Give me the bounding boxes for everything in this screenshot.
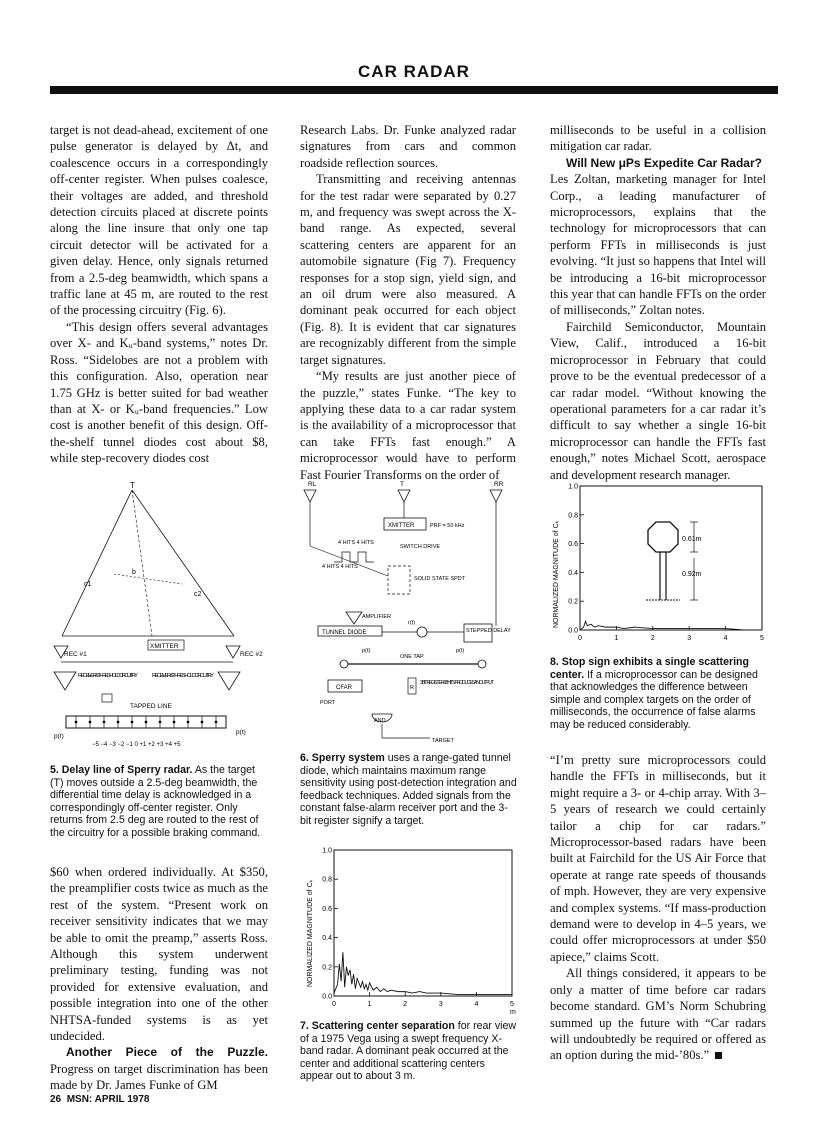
tap-point: [159, 721, 162, 724]
paragraph: target is not dead-ahead, excitement of one pulse generator is delayed by Δt, and coalescence occurs in a correspondingly off-center register. When pulses coalesce, their voltages are added, and threshold detection circuits placed at discrete points along the line insure that only one tap circuit detector will be activated for a given delay. Hence, only signals returned from a 2.5-deg beamwidth, which spans a traffic lane at 45 m, are routed to the rest of the processing circuitry (Fig. 6).: [50, 123, 268, 318]
paragraph: milliseconds to be useful in a collision mitigation car radar.: [550, 123, 766, 154]
figure-5-delay-line-diagram: [52, 476, 270, 754]
and-gate-label: AND: [374, 718, 386, 724]
y-tick-label: 0.8: [322, 876, 332, 884]
y-tick-label: 0.6: [322, 905, 332, 913]
end-of-article-mark: [715, 1052, 722, 1059]
tap-index-labels: −5 −4 −3 −2 −1 0 +1 +2 +3 +4 +5: [92, 742, 181, 748]
figure-5-caption: [50, 764, 270, 840]
figure-6-sperry-system-diagram: [300, 476, 520, 748]
tap-point: [89, 721, 92, 724]
y-tick-label: 0.2: [322, 964, 332, 972]
receiver-threshold-left: RECEIVER & THRESHOLD CIRCUITRY: [78, 673, 138, 679]
series-line: [334, 952, 512, 994]
tap-point: [131, 721, 134, 724]
c1-label: c1: [84, 581, 92, 588]
target-label: TARGET: [432, 738, 454, 744]
paragraph: Research Labs. Dr. Funke analyzed radar signatures from cars and common roadside reflection sources.: [300, 123, 516, 170]
section-header: CAR RADAR: [358, 62, 470, 81]
subhead: Will New μPs Expedite Car Radar?: [566, 155, 762, 170]
rr-label: RR: [494, 481, 504, 488]
y-tick-label: 0.0: [568, 627, 578, 635]
caption-title: 5. Delay line of Sperry radar.: [50, 764, 193, 776]
issue-label: MSN: APRIL 1978: [66, 1094, 150, 1105]
stop-sign-illustration: [646, 522, 702, 600]
plot-frame: [580, 486, 762, 630]
solid-state-label: SOLID STATE SPDT: [414, 576, 466, 582]
figure-8-caption: [550, 656, 768, 732]
y-tick-label: 0.4: [322, 935, 332, 943]
rec2-label: REC #2: [240, 651, 263, 658]
pt-right-label: p(t): [236, 729, 246, 736]
x-tick-label: 3: [438, 1001, 443, 1008]
x-tick-label: 1: [614, 635, 619, 642]
y-tick-label: 0.2: [568, 598, 578, 606]
right-column-bottom: [550, 752, 766, 1064]
x-tick-label: 2: [403, 1001, 408, 1008]
stepped-delay-label: STEPPED DELAY: [466, 628, 511, 634]
dimension-label-top: 0.61m: [682, 536, 702, 543]
paragraph: All things considered, it appears to be only a matter of time before car radars become standard. GM’s Norm Schubring summed up the future with “Car radars will undoubtedly be required or offered as an option during the mid-’80s.”: [550, 966, 766, 1063]
paragraph: “My results are just another piece of the puzzle,” states Funke. “The key to applying these data to a car radar system is the availability of a microprocessor that can take FFTs fast enough.” A microprocessor would have to perform Fast Fourier Transforms on the order of: [300, 369, 516, 482]
tapped-line-label: TAPPED LINE: [130, 703, 172, 710]
left-column-top: [50, 122, 268, 467]
one-tap-label: ONE TAP: [400, 654, 424, 660]
caption-text: uses a range-gated tunnel diode, which maintains maximum range sensitivity using post-detection integration and feedback techniques. Added signals from the constant false-alarm receiver port and the 3-bit register signify a target.: [300, 752, 517, 827]
rec1-label: REC #1: [64, 651, 87, 658]
middle-column-top: [300, 122, 516, 483]
xmitter-label: XMITTER: [150, 643, 179, 650]
page-footer: [50, 1094, 150, 1105]
rt-label: r(t): [408, 620, 416, 626]
caption-text: for rear view of a 1975 Vega using a swept frequency X-band radar. A dominant peak occurred at the center and additional scattering centers appear out to about 3 m.: [300, 1020, 517, 1083]
header-rule: [50, 86, 778, 94]
paragraph: “I’m pretty sure microprocessors could handle the FFTs in milliseconds, but it might require a 3- or 4-chip array. With 3–5 years of research we could certainly tailor a chip for car radars.” Microprocessor-based radars have been built at Fairchild for the US Air Force that operate at range rate speeds of thousands of mph. However, they are very expensive and complex systems. “If mass-production demand were to develop in 4–5 years, we could offer microprocessors at under $50 apiece,” claims Scott.: [550, 753, 766, 964]
x-tick-label: 4: [723, 635, 728, 642]
t-label: T: [400, 481, 404, 488]
page-number: 26: [50, 1094, 62, 1105]
hits-label-bottom: 4 HITS 4 HITS: [322, 564, 358, 570]
hits-label-top: 4 HITS 4 HITS: [338, 540, 374, 546]
x-tick-label: 5: [760, 635, 764, 642]
tap-point: [173, 721, 176, 724]
tap-point: [187, 721, 190, 724]
series-line: [580, 621, 762, 630]
tap-point: [201, 721, 204, 724]
pt-right: p(t): [456, 648, 465, 654]
c2-label: c2: [194, 591, 202, 598]
figure-7-chart: [300, 842, 520, 1018]
y-tick-label: 1.0: [568, 483, 578, 491]
plot-frame: [334, 850, 512, 996]
x-tick-label: 5: [510, 1001, 514, 1008]
x-tick-label: 3: [687, 635, 692, 642]
tunnel-diode-label: TUNNEL DIODE: [322, 630, 367, 636]
register-r-label: R: [410, 685, 414, 691]
paragraph: Les Zoltan, marketing manager for Intel Corp., a leading manufacturer of microprocessors, explains that the technology for microprocessors that can perform FFTs in milliseconds is just evolving. “It just so happens that Intel will be introducing a 16-bit microprocessor this year that can handle FFTs on the order of milliseconds,” Zoltan notes.: [550, 172, 766, 318]
paragraph: Fairchild Semiconductor, Mountain View, Calif., introduced a 16-bit microprocessor in February that could prove to be the eventual predecessor of a car radar model. “Without knowing the operational parameters for a car radar it’s difficult to say whether a single 16-bit microprocessor can handle the FFTs fast enough,” notes Michael Scott, aerospace and development research manager.: [550, 319, 766, 482]
right-column-top: [550, 122, 766, 483]
dimension-label-bottom: 0.92m: [682, 571, 702, 578]
pt-left-label: p(t): [54, 733, 64, 740]
figure-6-caption: [300, 752, 518, 828]
x-tick-label: 4: [474, 1001, 479, 1008]
tap-markers: [75, 716, 218, 728]
port-label: PORT: [320, 700, 336, 706]
y-tick-label: 0.6: [568, 541, 578, 549]
target-label: T: [130, 481, 135, 490]
paragraph: $60 when ordered individually. At $350, the preamplifier costs twice as much as the rest of the system. “Present work on receiver sensitivity indicates that we may be able to omit the preamp,” asserts Ross. Although this system underwent preliminary testing, funding was not provided for extensive evaluation, and possible integration into one of the other NHTSA-funded systems is as yet undecided.: [50, 865, 268, 1044]
y-tick-label: 0.4: [568, 569, 578, 577]
y-tick-label: 1.0: [322, 847, 332, 855]
paragraph: Progress on target discrimination has been made by Dr. James Funke of GM: [50, 1061, 268, 1093]
tap-point: [75, 721, 78, 724]
tap-point: [145, 721, 148, 724]
pt-left: p(t): [362, 648, 371, 654]
caption-text: As the target (T) moves outside a 2.5-deg beamwidth, the differential time delay is acknowledged in a correspondingly off-center register. Only returns from 2.5 deg are routed to the rest of the circuitry for a possible braking command.: [50, 764, 261, 839]
y-axis-label: NORMALIZED MAGNITUDE of Cₖ: [553, 520, 560, 628]
switch-drive-label: SWITCH DRIVE: [400, 544, 441, 550]
paragraph: “This design offers several advantages over X- and Kᵤ-band systems,” notes Dr. Ross. “Sidelobes are not a problem with this configuration. Also, operation near 1.75 GHz is better suited for bad weather than at X- or Kᵤ-band frequencies.” Low cost is another benefit of this design. Off-the-shelf tunnel diodes cost about $8, while step-recovery diodes cost: [50, 319, 268, 466]
caption-title: 8. Stop sign exhibits a single scattering center.: [550, 656, 749, 681]
tap-point: [117, 721, 120, 724]
paragraph: Transmitting and receiving antennas for the test radar were separated by 0.27 m, and frequency was swept across the X-band range. As expected, several scattering centers are apparent for an automobile signature (Fig 7). Frequency responses for a stop sign, yield sign, and an oil drum were also measured. A dominant peak occurred for each object (Fig. 8). It is evident that car signatures are recognizably different from the simple target signatures.: [300, 172, 516, 367]
b-label: b: [132, 569, 136, 576]
y-tick-label: 0.8: [568, 512, 578, 520]
receiver-threshold-right: RECEIVER & THRESHOLD CIRCUITRY: [152, 673, 214, 679]
x-tick-label: 0: [332, 1001, 336, 1008]
y-axis-label: NORMALIZED MAGNITUDE of Cₖ: [307, 879, 314, 987]
tap-point: [215, 721, 218, 724]
x-tick-label: 1: [367, 1001, 372, 1008]
xmitter-box-label: XMITTER: [388, 523, 415, 529]
prf-label: PRF = 50 kHz: [430, 523, 465, 529]
figure-7-caption: [300, 1020, 518, 1083]
cfar-label: CFAR: [336, 685, 353, 691]
y-tick-label: 0.0: [322, 993, 332, 1001]
x-tick-label: 0: [578, 635, 582, 642]
tap-point: [103, 721, 106, 724]
amplifier-label: AMPLIFIER: [362, 614, 392, 620]
figure-8-chart: [548, 478, 770, 650]
caption-title: 6. Sperry system: [300, 752, 385, 764]
register-label: 3 BIT REGISTER 6/8 HITS PRODUCES AN OUTPUT: [420, 680, 494, 686]
x-unit-label: m: [510, 1009, 516, 1016]
rl-label: RL: [308, 481, 317, 488]
x-tick-label: 2: [650, 635, 655, 642]
subhead: Another Piece of the Puzzle.: [66, 1045, 268, 1060]
left-column-bottom: [50, 864, 268, 1094]
caption-title: 7. Scattering center separation: [300, 1020, 455, 1032]
caption-text: If a microprocessor can be designed that acknowledges the difference between simple and complex targets on the order of milliseconds, the occurrence of false alarms may be reduced considerably.: [550, 668, 758, 731]
